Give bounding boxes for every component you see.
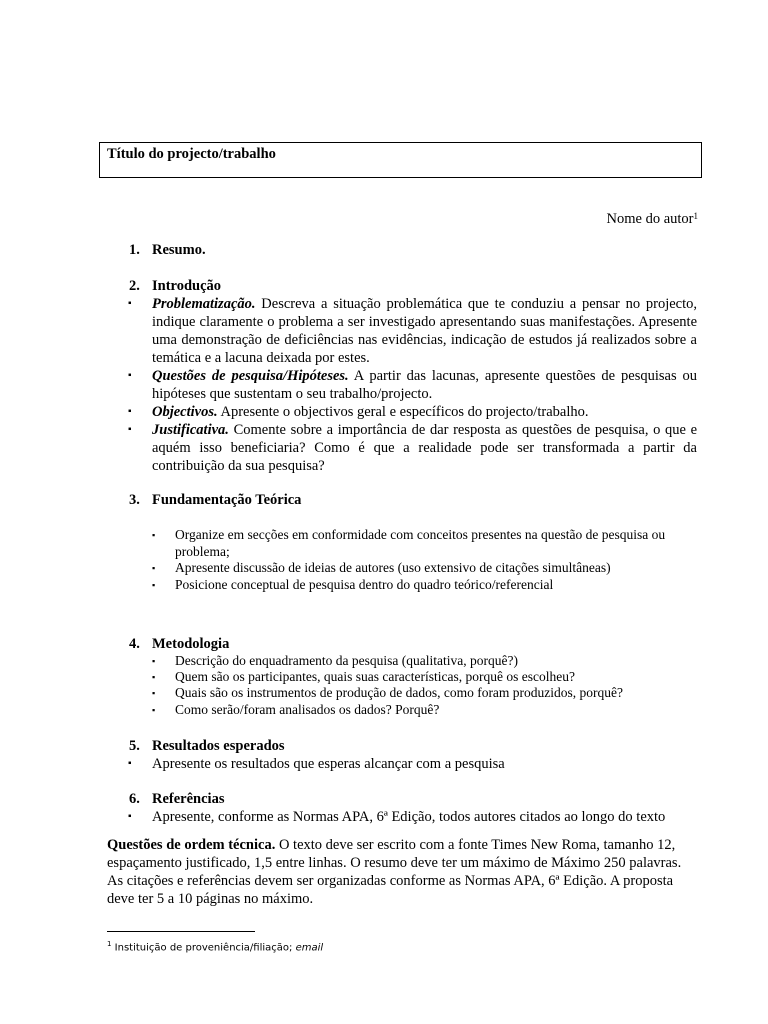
author-name: Nome do autor	[606, 211, 694, 227]
footnote-mark: 1	[107, 940, 112, 948]
author-footnote-mark: 1	[693, 211, 698, 221]
section-1-title: Resumo.	[152, 242, 206, 258]
project-title: Título do projecto/trabalho	[107, 146, 276, 162]
bullet-icon: ▪	[128, 370, 132, 381]
bullet-icon: ▪	[152, 563, 156, 573]
references-item: Apresente, conforme as Normas APA, 6ª Edição, todos autores citados ao longo do texto	[152, 809, 666, 825]
intro-item-questoes	[152, 367, 697, 403]
bullet-icon: ▪	[152, 672, 156, 682]
footnote	[107, 935, 323, 957]
bullet-icon: ▪	[128, 811, 132, 822]
footnote-email: email	[295, 942, 324, 954]
intro-item-label: Justificativa.	[152, 422, 229, 438]
method-item: Como serão/foram analisados os dados? Porquê?	[175, 702, 440, 717]
author-line	[607, 210, 698, 228]
section-6-title: Referências	[152, 791, 225, 807]
section-2-number: 2.	[129, 278, 140, 294]
bullet-icon: ▪	[152, 688, 156, 698]
bullet-icon: ▪	[152, 656, 156, 666]
intro-item-justificativa	[152, 421, 697, 475]
intro-item-text: Apresente o objectivos geral e específicos do projecto/trabalho.	[220, 404, 589, 420]
results-item: Apresente os resultados que esperas alcançar com a pesquisa	[152, 756, 505, 772]
bullet-icon: ▪	[128, 298, 132, 309]
title-box	[99, 142, 702, 178]
intro-item-problematizacao	[152, 295, 697, 367]
section-4-number: 4.	[129, 636, 140, 652]
intro-item-text: A partir das lacunas, apresente questões de pesquisas ou hipóteses que sustentam o seu trabalho/projecto.	[152, 368, 697, 402]
theory-item: Apresente discussão de ideias de autores (uso extensivo de citações simultâneas)	[175, 560, 611, 575]
theory-item: Organize em secções em conformidade com conceitos presentes na questão de pesquisa ou problema;	[175, 527, 666, 559]
method-item: Quem são os participantes, quais suas características, porquê os escolheu?	[175, 669, 575, 684]
technical-paragraph	[107, 836, 697, 908]
intro-item-text: Descreva a situação problemática que te conduziu a pensar no projecto, indique claramente o problema a ser investigado apresentando suas manifestações. Apresente uma demonstração de deficiências nas evidências, indicação de estudos já realizados sobre a temática e a lacuna deixada por estes.	[152, 296, 698, 366]
intro-item-objectivos	[152, 403, 697, 421]
section-5-number: 5.	[129, 738, 140, 754]
intro-item-label: Questões de pesquisa/Hipóteses.	[152, 368, 349, 384]
section-2-title: Introdução	[152, 278, 222, 294]
section-3-number: 3.	[129, 492, 140, 508]
bullet-icon: ▪	[128, 758, 132, 769]
bullet-icon: ▪	[152, 530, 156, 540]
intro-item-label: Problematização.	[152, 296, 256, 312]
section-3-title: Fundamentação Teórica	[152, 492, 302, 508]
intro-item-label: Objectivos.	[152, 404, 218, 420]
bullet-icon: ▪	[152, 705, 156, 715]
intro-item-text: Comente sobre a importância de dar resposta as questões de pesquisa, o que e aquém isso beneficiaria? Como é que a realidade pode ser transformada a partir da contribuição da sua pesquisa?	[152, 422, 698, 474]
technical-text: O texto deve ser escrito com a fonte Times New Roma, tamanho 12, espaçamento justificado, 1,5 entre linhas. O resumo deve ter um máximo de Máximo 250 palavras. As citações e referências devem ser organizadas conforme as Normas APA, 6ª Edição. A proposta deve ter 5 a 10 páginas no máximo.	[107, 837, 682, 907]
section-6-number: 6.	[129, 791, 140, 807]
bullet-icon: ▪	[128, 424, 132, 435]
technical-label: Questões de ordem técnica.	[107, 837, 276, 853]
theory-item: Posicione conceptual de pesquisa dentro do quadro teórico/referencial	[175, 577, 554, 592]
footnote-text: Instituição de proveniência/filiação;	[114, 942, 296, 954]
bullet-icon: ▪	[128, 406, 132, 417]
footnote-separator	[107, 931, 255, 932]
method-item: Descrição do enquadramento da pesquisa (qualitativa, porquê?)	[175, 653, 518, 668]
bullet-icon: ▪	[152, 580, 156, 590]
method-item: Quais são os instrumentos de produção de dados, como foram produzidos, porquê?	[175, 685, 624, 700]
section-4-title: Metodologia	[152, 636, 230, 652]
section-1-number: 1.	[129, 242, 140, 258]
section-5-title: Resultados esperados	[152, 738, 285, 754]
